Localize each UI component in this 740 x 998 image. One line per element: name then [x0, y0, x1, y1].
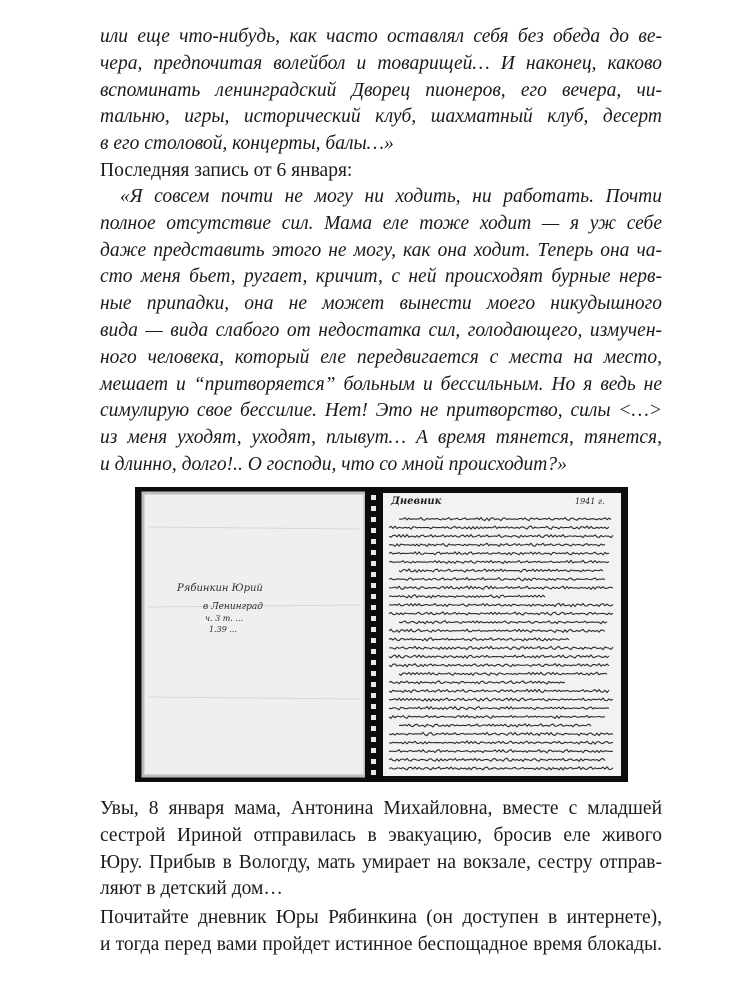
- stitch: [371, 594, 376, 599]
- text-line: Последняя запись от 6 января:: [100, 160, 353, 181]
- stitch: [371, 759, 376, 764]
- text-line: мешает и “притворяется” больным и бессильным. Но я ведь не: [100, 373, 662, 395]
- stitch: [371, 737, 376, 742]
- svg-text:1.39 ...: 1.39 ...: [209, 625, 237, 634]
- stitch: [371, 528, 376, 533]
- stitch: [371, 583, 376, 588]
- text-line: из меня уходят, уходят, плывут… А время тянется, тянется,: [100, 427, 662, 449]
- stitch: [371, 506, 376, 511]
- text-line: «Я совсем почти не могу ни ходить, ни работать. Почти: [120, 186, 662, 207]
- text-line: и тогда перед вами пройдет истинное беспощадное время блокады.: [100, 933, 662, 955]
- text-line: вспоминать ленинградский Дворец пионеров, его вечера, чи-: [100, 79, 662, 101]
- stitch: [371, 748, 376, 753]
- stitch: [371, 715, 376, 720]
- text-line: Увы, 8 января мама, Антонина Михайловна, вместе с младшей: [100, 798, 662, 819]
- text-line: чера, предпочитая волейбол и товарищей… И наконец, каково: [100, 52, 662, 74]
- text-line: в его столовой, концерты, балы…»: [100, 133, 394, 155]
- text-line: Почитайте дневник Юры Рябинкина (он доступен в интернете),: [100, 907, 662, 928]
- stitch: [371, 539, 376, 544]
- text-line: сестрой Ириной отправилась в эвакуацию, бросив еле живого: [100, 824, 662, 846]
- diary-header: Дневник: [391, 496, 442, 507]
- stitch: [371, 660, 376, 665]
- text-line: симулирую свое бессилие. Нет! Это не притворство, силы <…>: [100, 400, 662, 422]
- evacuation-paragraph: [100, 796, 662, 903]
- text-line: сто меня бьет, ругает, кричит, с ней происходят бурные нерв-: [100, 266, 662, 288]
- svg-text:ч. 3 т. ...: ч. 3 т. ...: [205, 614, 243, 623]
- stitch: [371, 627, 376, 632]
- stitch: [371, 682, 376, 687]
- last-entry-intro: [100, 158, 662, 185]
- text-line: тальню, игры, исторический клуб, шахматный клуб, десерт: [100, 106, 662, 128]
- text-line: ляют в детский дом…: [100, 878, 283, 900]
- stitch: [371, 638, 376, 643]
- diary-quote-january-6: [100, 184, 662, 479]
- stitch: [371, 671, 376, 676]
- text-line: ные припадки, она не может вынести моего никудышного: [100, 293, 662, 315]
- stitch: [371, 605, 376, 610]
- diary-cover-page: [143, 493, 365, 776]
- stitch: [371, 616, 376, 621]
- svg-text:в Ленинград: в Ленинград: [203, 602, 263, 612]
- diary-quote-continuation: [100, 24, 662, 158]
- stitch: [371, 726, 376, 731]
- diary-date: 1941 г.: [575, 497, 605, 506]
- stitch: [371, 561, 376, 566]
- stitch: [371, 770, 376, 775]
- stitch: [371, 495, 376, 500]
- stitch: [371, 550, 376, 555]
- stitch: [371, 572, 376, 577]
- svg-text:Рябинкин Юрий: Рябинкин Юрий: [177, 583, 263, 594]
- stitch: [371, 517, 376, 522]
- text-line: ного человека, который еле передвигается с места на место,: [100, 346, 662, 368]
- closing-paragraph: [100, 905, 662, 959]
- stitch: [371, 704, 376, 709]
- stitch: [371, 649, 376, 654]
- stitch: [371, 693, 376, 698]
- text-line: Юру. Прибыв в Вологду, мать умирает на вокзале, сестру отправ-: [100, 851, 662, 873]
- text-line: или еще что-нибудь, как часто оставлял себя без обеда до ве-: [100, 26, 662, 47]
- text-line: полное отсутствие сил. Мама еле тоже ходит — я уж себе: [100, 212, 662, 234]
- text-line: даже представить этого не могу, как она ходит. Теперь она ча-: [100, 239, 662, 261]
- text-line: и длинно, долго!.. О господи, что со мной происходит?»: [100, 453, 567, 475]
- diary-photograph: [135, 487, 628, 782]
- text-line: вида — вида слабого от недостатка сил, голодающего, измучен-: [100, 319, 662, 341]
